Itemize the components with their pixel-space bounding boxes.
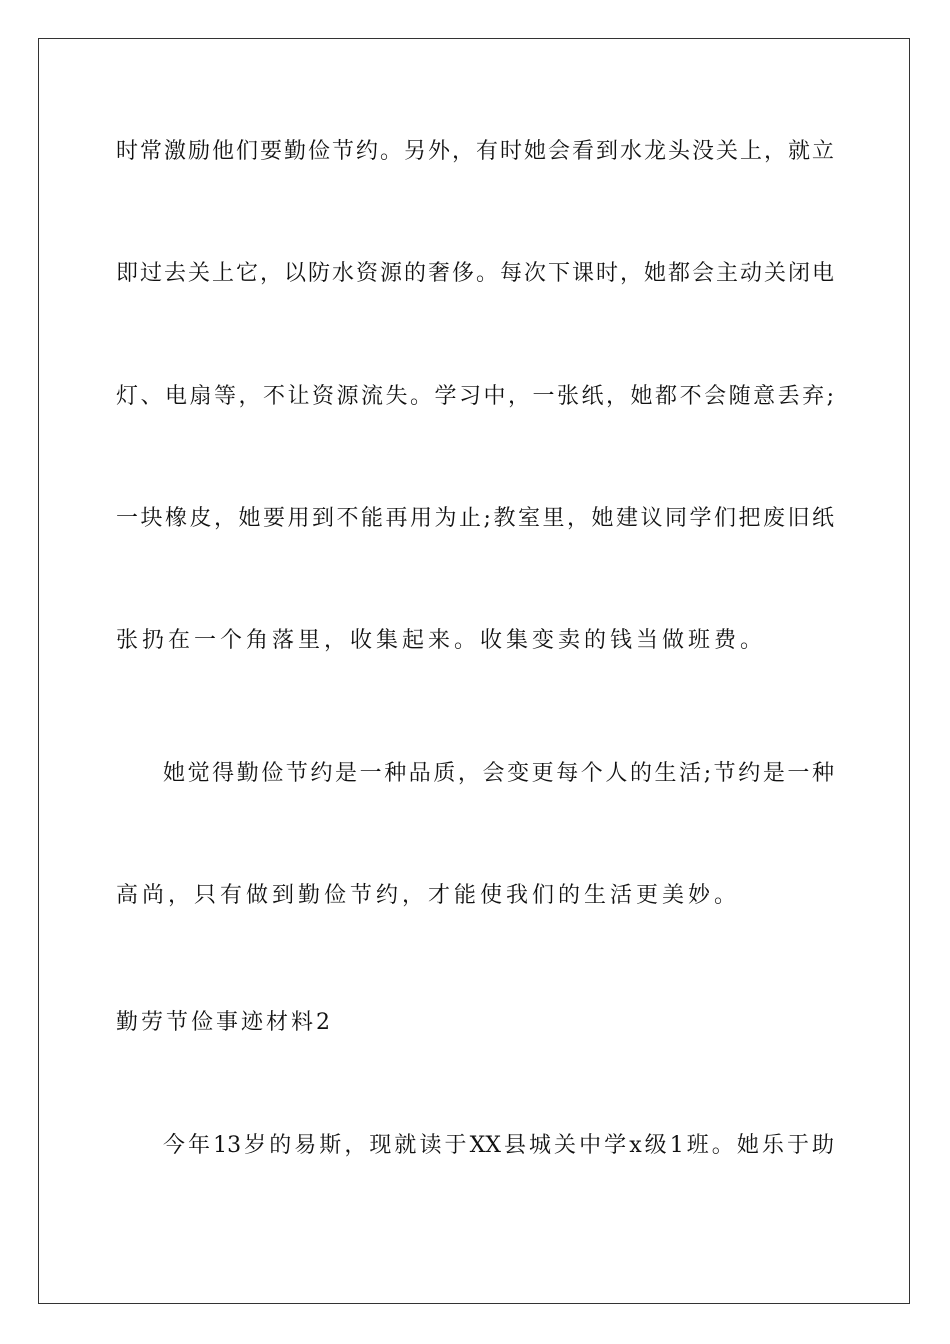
paragraph-line: 灯、电扇等，不让资源流失。学习中，一张纸，她都不会随意丢弃; [116, 384, 834, 409]
paragraph-line: 一块橡皮，她要用到不能再用为止;教室里，她建议同学们把废旧纸 [116, 506, 834, 531]
paragraph-line: 她觉得勤俭节约是一种品质，会变更每个人的生活;节约是一种 [163, 761, 834, 786]
paragraph-line: 即过去关上它，以防水资源的奢侈。每次下课时，她都会主动关闭电 [116, 261, 834, 286]
page-border [38, 38, 910, 1304]
paragraph-line: 张扔在一个角落里，收集起来。收集变卖的钱当做班费。 [116, 628, 767, 653]
paragraph-line: 今年13岁的易斯，现就读于XX县城关中学x级1班。她乐于助 [163, 1133, 834, 1158]
paragraph-line: 时常激励他们要勤俭节约。另外，有时她会看到水龙头没关上，就立 [116, 139, 834, 164]
section-heading: 勤劳节俭事迹材料2 [116, 1010, 333, 1035]
paragraph-line: 高尚，只有做到勤俭节约，才能使我们的生活更美妙。 [116, 883, 741, 908]
